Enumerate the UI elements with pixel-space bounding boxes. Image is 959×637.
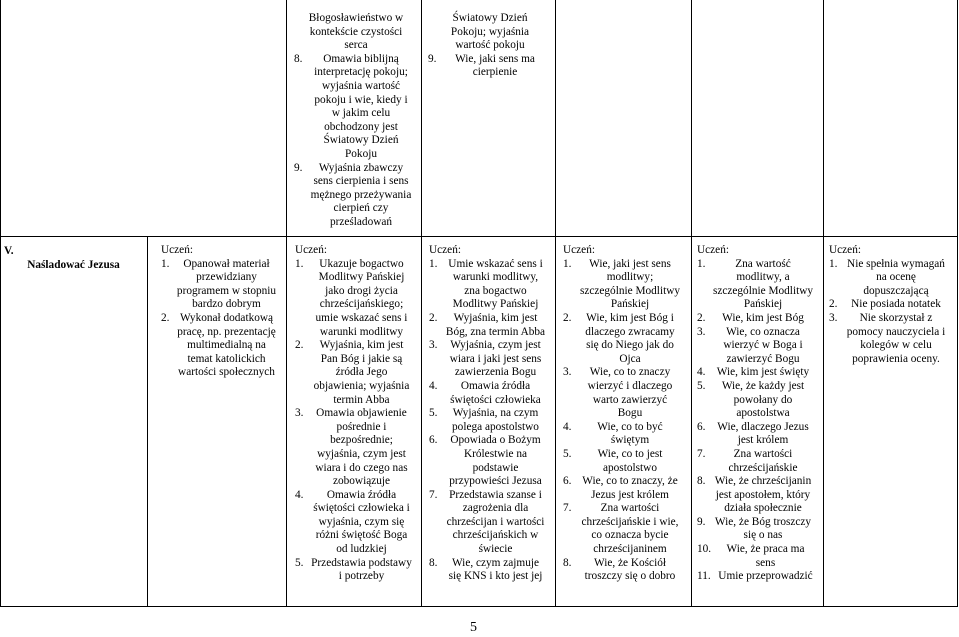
item-text: [573, 366, 687, 420]
text-line: wyjaśnia wartość: [321, 79, 401, 92]
list-item: [429, 312, 552, 339]
text-line: Wie, czym zajmuje: [451, 556, 540, 569]
text-line: Wyjaśnia zbawczy: [318, 161, 404, 174]
text-line: Zna wartość: [735, 257, 791, 270]
text-line: wiara i do czego nas: [315, 461, 408, 474]
text-line: i potrzeby: [338, 570, 385, 583]
text-line: pracę, np. prezentację: [177, 325, 276, 338]
text-line: Nie skorzystał z: [859, 311, 933, 324]
text-line: Modlitwy Pańskiej: [318, 271, 405, 284]
text-line: Wie, co to znaczy, że: [582, 475, 678, 488]
item-text: [707, 448, 819, 475]
item-number: 1.: [829, 257, 838, 270]
text-line: świętości człowieka i: [313, 502, 410, 515]
text-line: Bogu: [617, 407, 643, 420]
text-line: Jezus jest królem: [591, 488, 669, 501]
list-item: [697, 421, 819, 448]
item-number: 9.: [697, 515, 706, 528]
text-line: Wie, kim jest Bóg: [722, 311, 804, 324]
text-line: multimedialną na: [187, 339, 266, 352]
text-line: programem w stopniu: [176, 284, 277, 297]
item-text: [439, 557, 552, 584]
text-line: Umie przeprowadzić: [718, 570, 813, 583]
item-text: [573, 258, 687, 312]
text-line: zna bogactwo: [464, 284, 527, 297]
item-number: 2.: [429, 311, 438, 324]
list-item: [563, 475, 687, 502]
text-line: sens cierpienia i sens: [313, 175, 409, 188]
text-line: różni świętość Boga: [315, 529, 408, 542]
item-text: [707, 516, 819, 543]
list-item: [429, 339, 552, 380]
text-line: obchodzony jest: [324, 120, 398, 133]
column-heading: Uczeń:: [295, 244, 327, 256]
text-line: pośrednie i: [336, 420, 387, 433]
list-item: [295, 258, 418, 340]
text-line: pokoju i wie, kiedy i: [314, 93, 408, 106]
item-text: [712, 570, 819, 584]
item-text: [712, 543, 819, 570]
item-number: 8.: [697, 475, 706, 488]
text-line: prześladowań: [329, 215, 393, 228]
item-text: [839, 298, 953, 312]
text-line: Wyjaśnia, na czym: [452, 407, 539, 420]
text-line: warunki modlitwy: [319, 325, 404, 338]
list-item: [294, 162, 418, 230]
text-line: Umie wskazać sens i: [448, 257, 543, 270]
text-line: Wie, jaki sens ma: [455, 52, 535, 65]
top-row-cell-col3: [294, 12, 418, 230]
item-text: [305, 557, 418, 584]
table-column-divider: [147, 237, 148, 607]
text-line: Przedstawia szanse i: [449, 488, 542, 501]
item-number: 9.: [428, 52, 437, 65]
text-line: temat katolickich: [187, 352, 266, 365]
item-number: 2.: [563, 311, 572, 324]
item-number: 2.: [697, 311, 706, 324]
column-heading: Uczeń:: [563, 244, 595, 256]
column-heading: Uczeń:: [429, 244, 461, 256]
item-text: [171, 312, 282, 380]
text-line: chrześcijaninem: [593, 543, 667, 556]
text-line: Bóg, zna termin Abba: [445, 325, 546, 338]
item-text: [573, 557, 687, 584]
item-number: 10.: [697, 543, 712, 556]
list-item: [697, 312, 819, 326]
item-text: [839, 312, 953, 366]
list-item: [563, 366, 687, 420]
text-line: warunki modlitwy,: [452, 271, 539, 284]
item-number: 5.: [563, 447, 572, 460]
text-line: wierzyć w Boga i: [723, 339, 803, 352]
text-line: Przedstawia podstawy: [311, 556, 412, 569]
item-text: [304, 53, 418, 162]
item-text: [573, 475, 687, 502]
text-line: Wyjaśnia, kim jest: [319, 339, 404, 352]
text-line: chrześcijańskich w: [452, 529, 539, 542]
item-text: [439, 407, 552, 434]
item-number: 2.: [161, 311, 170, 324]
list-item: [429, 489, 552, 557]
text-line: Błogosławieństwo w: [308, 12, 404, 24]
text-line: interpretację pokoju;: [314, 66, 408, 79]
list-item: [429, 434, 552, 488]
list-item: [697, 366, 819, 380]
table-border-bottom: [0, 606, 958, 607]
item-number: 1.: [563, 257, 572, 270]
table-column-divider: [421, 0, 422, 607]
item-number: 8.: [563, 556, 572, 569]
text-line: zagrożenia dla: [462, 502, 529, 515]
section-number: V.: [4, 245, 14, 257]
list-item: [429, 407, 552, 434]
text-line: Wie, że Bóg troszczy: [714, 515, 812, 528]
text-line: Pańskiej: [743, 298, 783, 311]
list-item: [697, 326, 819, 367]
text-line: Wie, kim jest święty: [716, 366, 810, 379]
text-line: źródła Jego: [335, 366, 388, 379]
item-text: [707, 475, 819, 516]
item-number: 9.: [294, 161, 303, 174]
text-line: wyjaśnia, czym jest: [317, 447, 406, 460]
section-header-cell: [4, 245, 143, 272]
table-row-divider: [0, 236, 958, 237]
item-text: [305, 339, 418, 407]
text-line: się do Niego jak do: [586, 339, 674, 352]
text-line: szczególnie Modlitwy: [579, 284, 681, 297]
grade-column-1: [161, 244, 282, 380]
text-line: dopuszczającą: [863, 284, 929, 297]
text-line: Wyjaśnia, czym jest: [450, 339, 541, 352]
item-text: [439, 489, 552, 557]
text-line: Opanował materiał: [183, 257, 270, 270]
list-item: [563, 258, 687, 312]
text-line: Wie, co oznacza: [726, 325, 800, 338]
text-line: troszczy się o dobro: [584, 570, 676, 583]
text-line: Wie, że praca ma: [726, 543, 805, 556]
item-number: 6.: [429, 434, 438, 447]
grade-column-5: [697, 244, 819, 584]
item-number: 2.: [295, 339, 304, 352]
item-text: [439, 258, 552, 312]
item-text: [707, 312, 819, 326]
item-text: [707, 366, 819, 380]
item-text: [707, 421, 819, 448]
item-number: 1.: [161, 257, 170, 270]
item-number: 7.: [563, 502, 572, 515]
text-line: Wie, że każdy jest: [721, 379, 805, 392]
text-line: Wie, że chrześcijanin: [714, 475, 812, 488]
text-line: jest królem: [737, 434, 789, 447]
list-item: [829, 258, 953, 299]
text-line: Wykonał dodatkową: [179, 311, 274, 324]
text-line: apostolstwo: [603, 461, 657, 474]
text-line: powołany do: [733, 393, 793, 406]
text-line: Zna wartości: [600, 502, 660, 515]
item-text: [304, 162, 418, 230]
text-line: świętym: [610, 434, 650, 447]
item-number: 3.: [697, 325, 706, 338]
text-line: zawierzyć Bogu: [726, 352, 800, 365]
list-item: [697, 258, 819, 312]
list-item: [697, 516, 819, 543]
text-line: Nie posiada notatek: [851, 298, 941, 311]
text-line: poprawienia oceny.: [852, 352, 940, 365]
list-item: [429, 557, 552, 584]
text-line: się KNS i kto jest jej: [448, 570, 543, 583]
list-item: [294, 53, 418, 162]
text-line: warto zawierzyć: [592, 393, 668, 406]
text-line: objawienia; wyjaśnia: [313, 379, 410, 392]
text-line: Światowy Dzień: [323, 134, 399, 147]
item-text: [305, 407, 418, 489]
text-line: Wie, że Kościół: [593, 556, 666, 569]
item-text: [439, 339, 552, 380]
text-line: chrześcijańskie: [728, 461, 798, 474]
item-number: 4.: [697, 366, 706, 379]
text-line: się o nas: [743, 529, 783, 542]
text-line: zawierzenia Bogu: [454, 366, 537, 379]
text-line: Zna wartości: [733, 447, 793, 460]
text-line: kontekście czystości: [309, 25, 403, 38]
table-border-right: [957, 0, 958, 607]
text-line: przewidziany: [196, 271, 257, 284]
text-line: chrześcijan i wartości: [446, 515, 545, 528]
item-number: 1.: [697, 257, 706, 270]
item-number: 7.: [429, 488, 438, 501]
text-line: chrześcijańskie i wie,: [581, 515, 679, 528]
text-line: Nie spełnia wymagań: [847, 257, 945, 270]
list-item: [563, 557, 687, 584]
text-line: wartości społecznych: [178, 366, 275, 379]
text-line: Wie, kim jest Bóg i: [586, 311, 674, 324]
item-text: [171, 258, 282, 312]
list-item: [563, 502, 687, 556]
text-line: działa społecznie: [724, 502, 802, 515]
page-number: 5: [470, 620, 477, 635]
item-number: 2.: [829, 298, 838, 311]
text-line: Pańskiej: [610, 298, 650, 311]
item-number: 3.: [295, 407, 304, 420]
list-item: [829, 312, 953, 366]
item-text: [839, 258, 953, 299]
table-column-divider: [286, 0, 287, 607]
grade-column-3: [429, 244, 552, 584]
text-line: modlitwy;: [606, 271, 654, 284]
item-number: 5.: [429, 407, 438, 420]
text-line: jako drogi życia: [325, 284, 398, 297]
item-text: [438, 53, 552, 80]
text-line: Ukazuje bogactwo: [319, 257, 404, 270]
column-heading: Uczeń:: [161, 244, 193, 256]
text-line: Światowy Dzień: [452, 12, 528, 24]
text-line: co oznacza bycie: [591, 529, 669, 542]
column-heading: Uczeń:: [829, 244, 861, 256]
text-line: Wie, dlaczego Jezus: [717, 420, 809, 433]
text-line: wierzyć i dlaczego: [587, 379, 673, 392]
text-line: Pan Bóg i jakie są: [320, 352, 403, 365]
text-line: pomocy nauczyciela i: [846, 325, 946, 338]
item-text: [573, 312, 687, 366]
text-line: cierpienie: [472, 66, 518, 79]
item-text: [707, 326, 819, 367]
text-line: serca: [344, 39, 368, 52]
table-border-left: [0, 0, 1, 607]
text-line: Wie, jaki jest sens: [589, 257, 671, 270]
list-item: [428, 53, 552, 80]
text-line: Wie, co to znaczy: [589, 366, 671, 379]
item-number: 1.: [295, 257, 304, 270]
text-line: Opowiada o Bożym: [450, 434, 541, 447]
item-number: 6.: [563, 475, 572, 488]
text-line: kolegów w celu: [860, 339, 932, 352]
text-line: jest apostołem, który: [715, 488, 811, 501]
text-line: przypowieści Jezusa: [449, 475, 542, 488]
text-line: Omawia biblijną: [323, 52, 399, 65]
list-item: [429, 258, 552, 312]
list-item: [697, 570, 819, 584]
text-line: świętości człowieka: [450, 393, 541, 406]
text-line: podstawie: [472, 461, 519, 474]
text-line: w jakim celu: [331, 107, 391, 120]
item-number: 11.: [697, 570, 711, 583]
list-item: [563, 421, 687, 448]
section-title: Naśladować Jezusa: [27, 258, 120, 271]
grade-column-4: [563, 244, 687, 584]
list-item: [829, 298, 953, 312]
text-line: zobowiązuje: [332, 475, 391, 488]
item-number: 7.: [697, 447, 706, 460]
text-line: umie wskazać sens i: [315, 311, 408, 324]
text-line: na ocenę: [876, 271, 916, 284]
grade-column-2: [295, 244, 418, 584]
text-line: termin Abba: [333, 393, 390, 406]
list-item: [563, 448, 687, 475]
item-number: 4.: [295, 488, 304, 501]
text-line: Wie, co to być: [597, 420, 663, 433]
table-column-divider: [823, 0, 824, 607]
text-line: wiara i jaki jest sens: [449, 352, 542, 365]
list-item: [697, 475, 819, 516]
item-text: [305, 258, 418, 340]
text-line: wartość pokoju: [455, 39, 525, 52]
text-line: od ludzkiej: [336, 543, 387, 556]
list-item: [563, 312, 687, 366]
item-text: [305, 489, 418, 557]
list-item: [295, 557, 418, 584]
text-line: Omawia źródła: [460, 379, 531, 392]
text-line: Pokoju: [344, 147, 377, 160]
column-heading: Uczeń:: [697, 244, 729, 256]
list-item: [295, 407, 418, 489]
text-line: Ojca: [619, 352, 641, 365]
text-line: polega apostolstwo: [452, 420, 539, 433]
text-line: bezpośrednie;: [330, 434, 393, 447]
text-line: Wie, co to jest: [597, 447, 663, 460]
list-item: [429, 380, 552, 407]
text-line: apostolstwa: [736, 407, 790, 420]
text-line: Królestwie na: [463, 447, 528, 460]
table-column-divider: [691, 0, 692, 607]
list-item: [295, 489, 418, 557]
item-number: 8.: [429, 556, 438, 569]
text-line: wyjaśnia, czym się: [318, 515, 405, 528]
text-line: sens: [755, 556, 776, 569]
item-number: 4.: [563, 420, 572, 433]
list-item: [697, 543, 819, 570]
item-text: [573, 421, 687, 448]
item-number: 6.: [697, 420, 706, 433]
item-text: [573, 502, 687, 556]
list-item: [697, 380, 819, 421]
text-line: świecie: [478, 543, 513, 556]
text-line: Pokoju; wyjaśnia: [450, 25, 530, 38]
item-text: [707, 258, 819, 312]
list-item: [161, 312, 282, 380]
text-line: Modlitwy Pańskiej: [452, 298, 539, 311]
text-line: dlaczego zwracamy: [585, 325, 675, 338]
top-row-cell-col4: [428, 12, 552, 80]
item-number: 5.: [697, 379, 706, 392]
list-item: [697, 448, 819, 475]
list-item: [161, 258, 282, 312]
item-number: 1.: [429, 257, 438, 270]
text-line: mężnego przeżywania: [310, 188, 412, 201]
item-text: [439, 380, 552, 407]
item-text: [439, 312, 552, 339]
item-number: 4.: [429, 379, 438, 392]
text-line: cierpień czy: [333, 202, 389, 215]
text-line: chrześcijańskiego;: [319, 298, 404, 311]
text-line: Omawia źródła: [326, 488, 397, 501]
item-number: 3.: [429, 339, 438, 352]
table-column-divider: [555, 0, 556, 607]
text-line: Wyjaśnia, kim jest: [453, 311, 538, 324]
item-number: 5.: [295, 556, 304, 569]
grade-column-6: [829, 244, 953, 366]
item-number: 3.: [829, 311, 838, 324]
item-text: [439, 434, 552, 488]
item-text: [573, 448, 687, 475]
text-line: bardzo dobrym: [192, 298, 261, 311]
text-line: szczególnie Modlitwy: [712, 284, 814, 297]
text-line: modlitwy, a: [736, 271, 790, 284]
list-item: [295, 339, 418, 407]
item-number: 3.: [563, 366, 572, 379]
text-line: Omawia objawienie: [316, 407, 407, 420]
item-text: [707, 380, 819, 421]
item-number: 8.: [294, 52, 303, 65]
